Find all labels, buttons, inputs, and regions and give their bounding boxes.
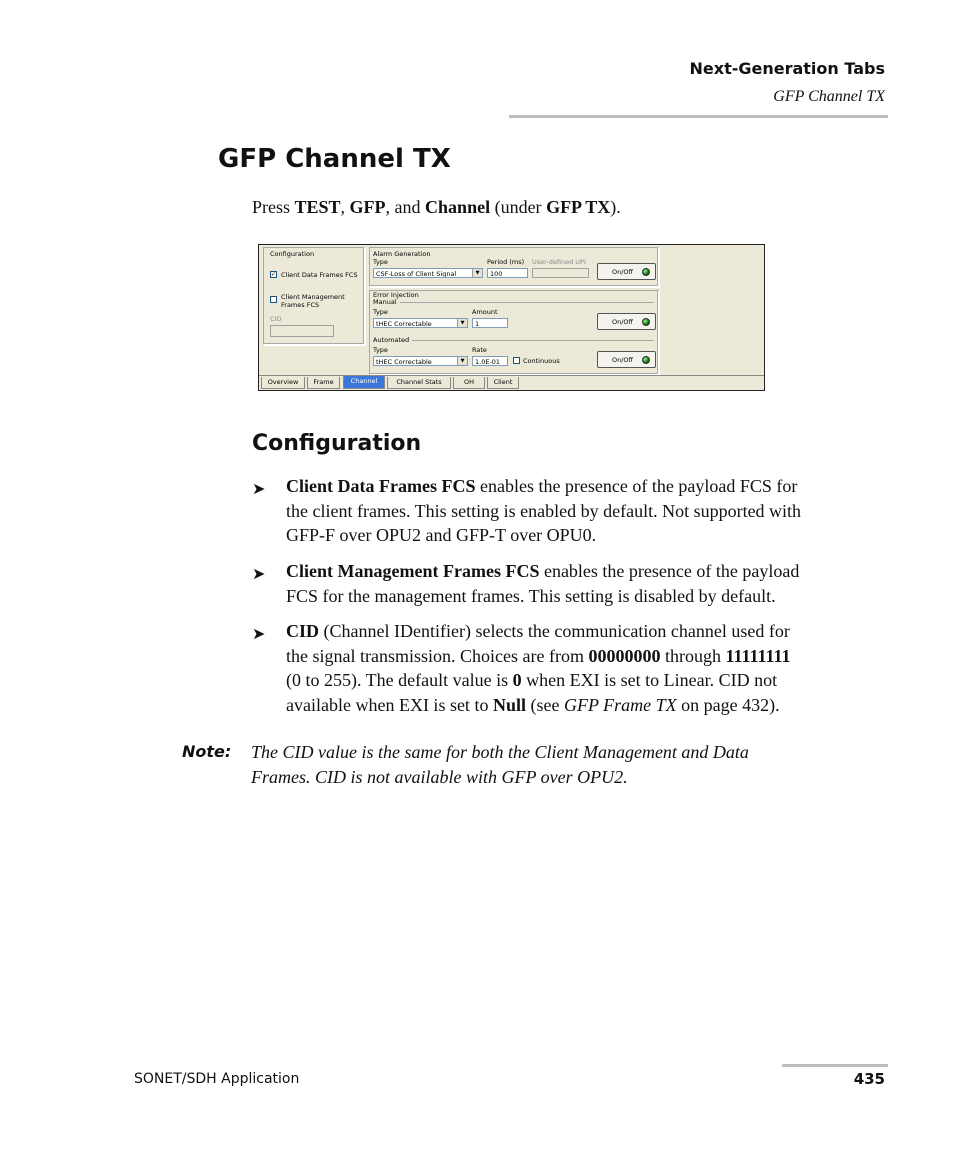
manual-separator [400,302,654,303]
status-led-icon [642,268,650,276]
configuration-group [263,247,365,345]
bullet-cid: CID (Channel IDentifier) selects the communication channel used for the signal transmission. Choices are from 00000000 through 11111111 (0 to 255). The default value is 0 when EXI is set to Linear. CID not available when EXI is set to Null (see GFP Frame TX on page 432). [286,621,791,715]
rate-label: Rate [472,346,487,354]
gfp-channel-tx-screenshot [258,244,765,391]
cid-label: CID [270,315,282,323]
tab-channel-stats[interactable]: Channel Stats [387,377,451,389]
amount-label: Amount [472,308,498,316]
tab-client[interactable]: Client [487,377,519,389]
period-label: Period (ms) [487,258,525,266]
note-text: The CID value is the same for both the Client Management and Data Frames. CID is not available with GFP over OPU2. [251,742,749,787]
auto-type-label: Type [373,346,388,354]
status-led-icon [642,356,650,364]
alarm-generation-title: Alarm Generation [373,250,431,258]
chevron-down-icon: ▼ [472,269,482,277]
period-input[interactable]: 100 [487,268,528,278]
automated-separator [412,340,654,341]
tab-frame[interactable]: Frame [307,377,340,389]
continuous-checkbox[interactable] [513,357,520,364]
alarm-type-select[interactable]: CSF-Loss of Client Signal ▼ [373,268,483,278]
rate-input[interactable]: 1.0E-01 [472,356,508,366]
bullet-client-mgmt-fcs: Client Management Frames FCS enables the presence of the payload FCS for the management frames. This setting is disabled by default. [286,561,800,606]
client-data-fcs-checkbox[interactable]: ✓ [271,271,277,278]
configuration-group-title: Configuration [270,250,315,258]
chevron-down-icon: ▼ [457,319,467,327]
header-rule [509,115,888,118]
footer-rule [782,1064,888,1067]
amount-input[interactable]: 1 [472,318,508,328]
client-mgmt-fcs-checkbox[interactable] [270,296,277,303]
tab-strip [259,375,764,391]
intro-paragraph: Press TEST, GFP, and Channel (under GFP TX). [252,197,621,217]
continuous-label: Continuous [523,357,560,365]
note-label: Note: [182,742,232,761]
section-subtitle: Configuration [252,431,422,456]
error-injection-title: Error Injection [373,291,419,299]
automated-label: Automated [373,336,410,344]
status-led-icon [642,318,650,326]
alarm-onoff-button[interactable]: On/Off [597,263,656,280]
bullet-arrow-icon: ➤ [252,626,266,643]
client-mgmt-fcs-label-1: Client Management [281,293,345,301]
running-header-section: Next-Generation Tabs [689,59,885,78]
tab-channel[interactable]: Channel [343,376,385,389]
chevron-down-icon: ▼ [457,357,467,365]
cid-field[interactable] [270,325,334,337]
bullet-client-data-fcs: Client Data Frames FCS enables the presence of the payload FCS for the client frames. This setting is enabled by default. Not supported with GFP-F over OPU2 and GFP-T over OPU0. [286,476,802,545]
manual-label: Manual [373,298,397,306]
manual-onoff-button[interactable]: On/Off [597,313,656,330]
bullet-arrow-icon: ➤ [252,566,266,583]
running-header-subsection: GFP Channel TX [773,88,885,105]
page-title: GFP Channel TX [218,144,451,174]
upi-label: User-defined UPI [532,258,586,266]
manual-type-label: Type [373,308,388,316]
auto-onoff-button[interactable]: On/Off [597,351,656,368]
page-number: 435 [853,1070,885,1088]
bullet-arrow-icon: ➤ [252,481,266,498]
error-injection-group [369,290,659,375]
tab-oh[interactable]: OH [453,377,485,389]
alarm-generation-group [369,247,659,287]
tab-overview[interactable]: Overview [261,377,305,389]
alarm-type-label: Type [373,258,388,266]
footer-title: SONET/SDH Application [134,1071,300,1087]
client-data-fcs-label: Client Data Frames FCS [281,271,358,279]
manual-type-select[interactable]: tHEC Correctable ▼ [373,318,468,328]
upi-input[interactable] [532,268,589,278]
client-mgmt-fcs-label-2: Frames FCS [281,301,320,309]
auto-type-select[interactable]: tHEC Correctable ▼ [373,356,468,366]
